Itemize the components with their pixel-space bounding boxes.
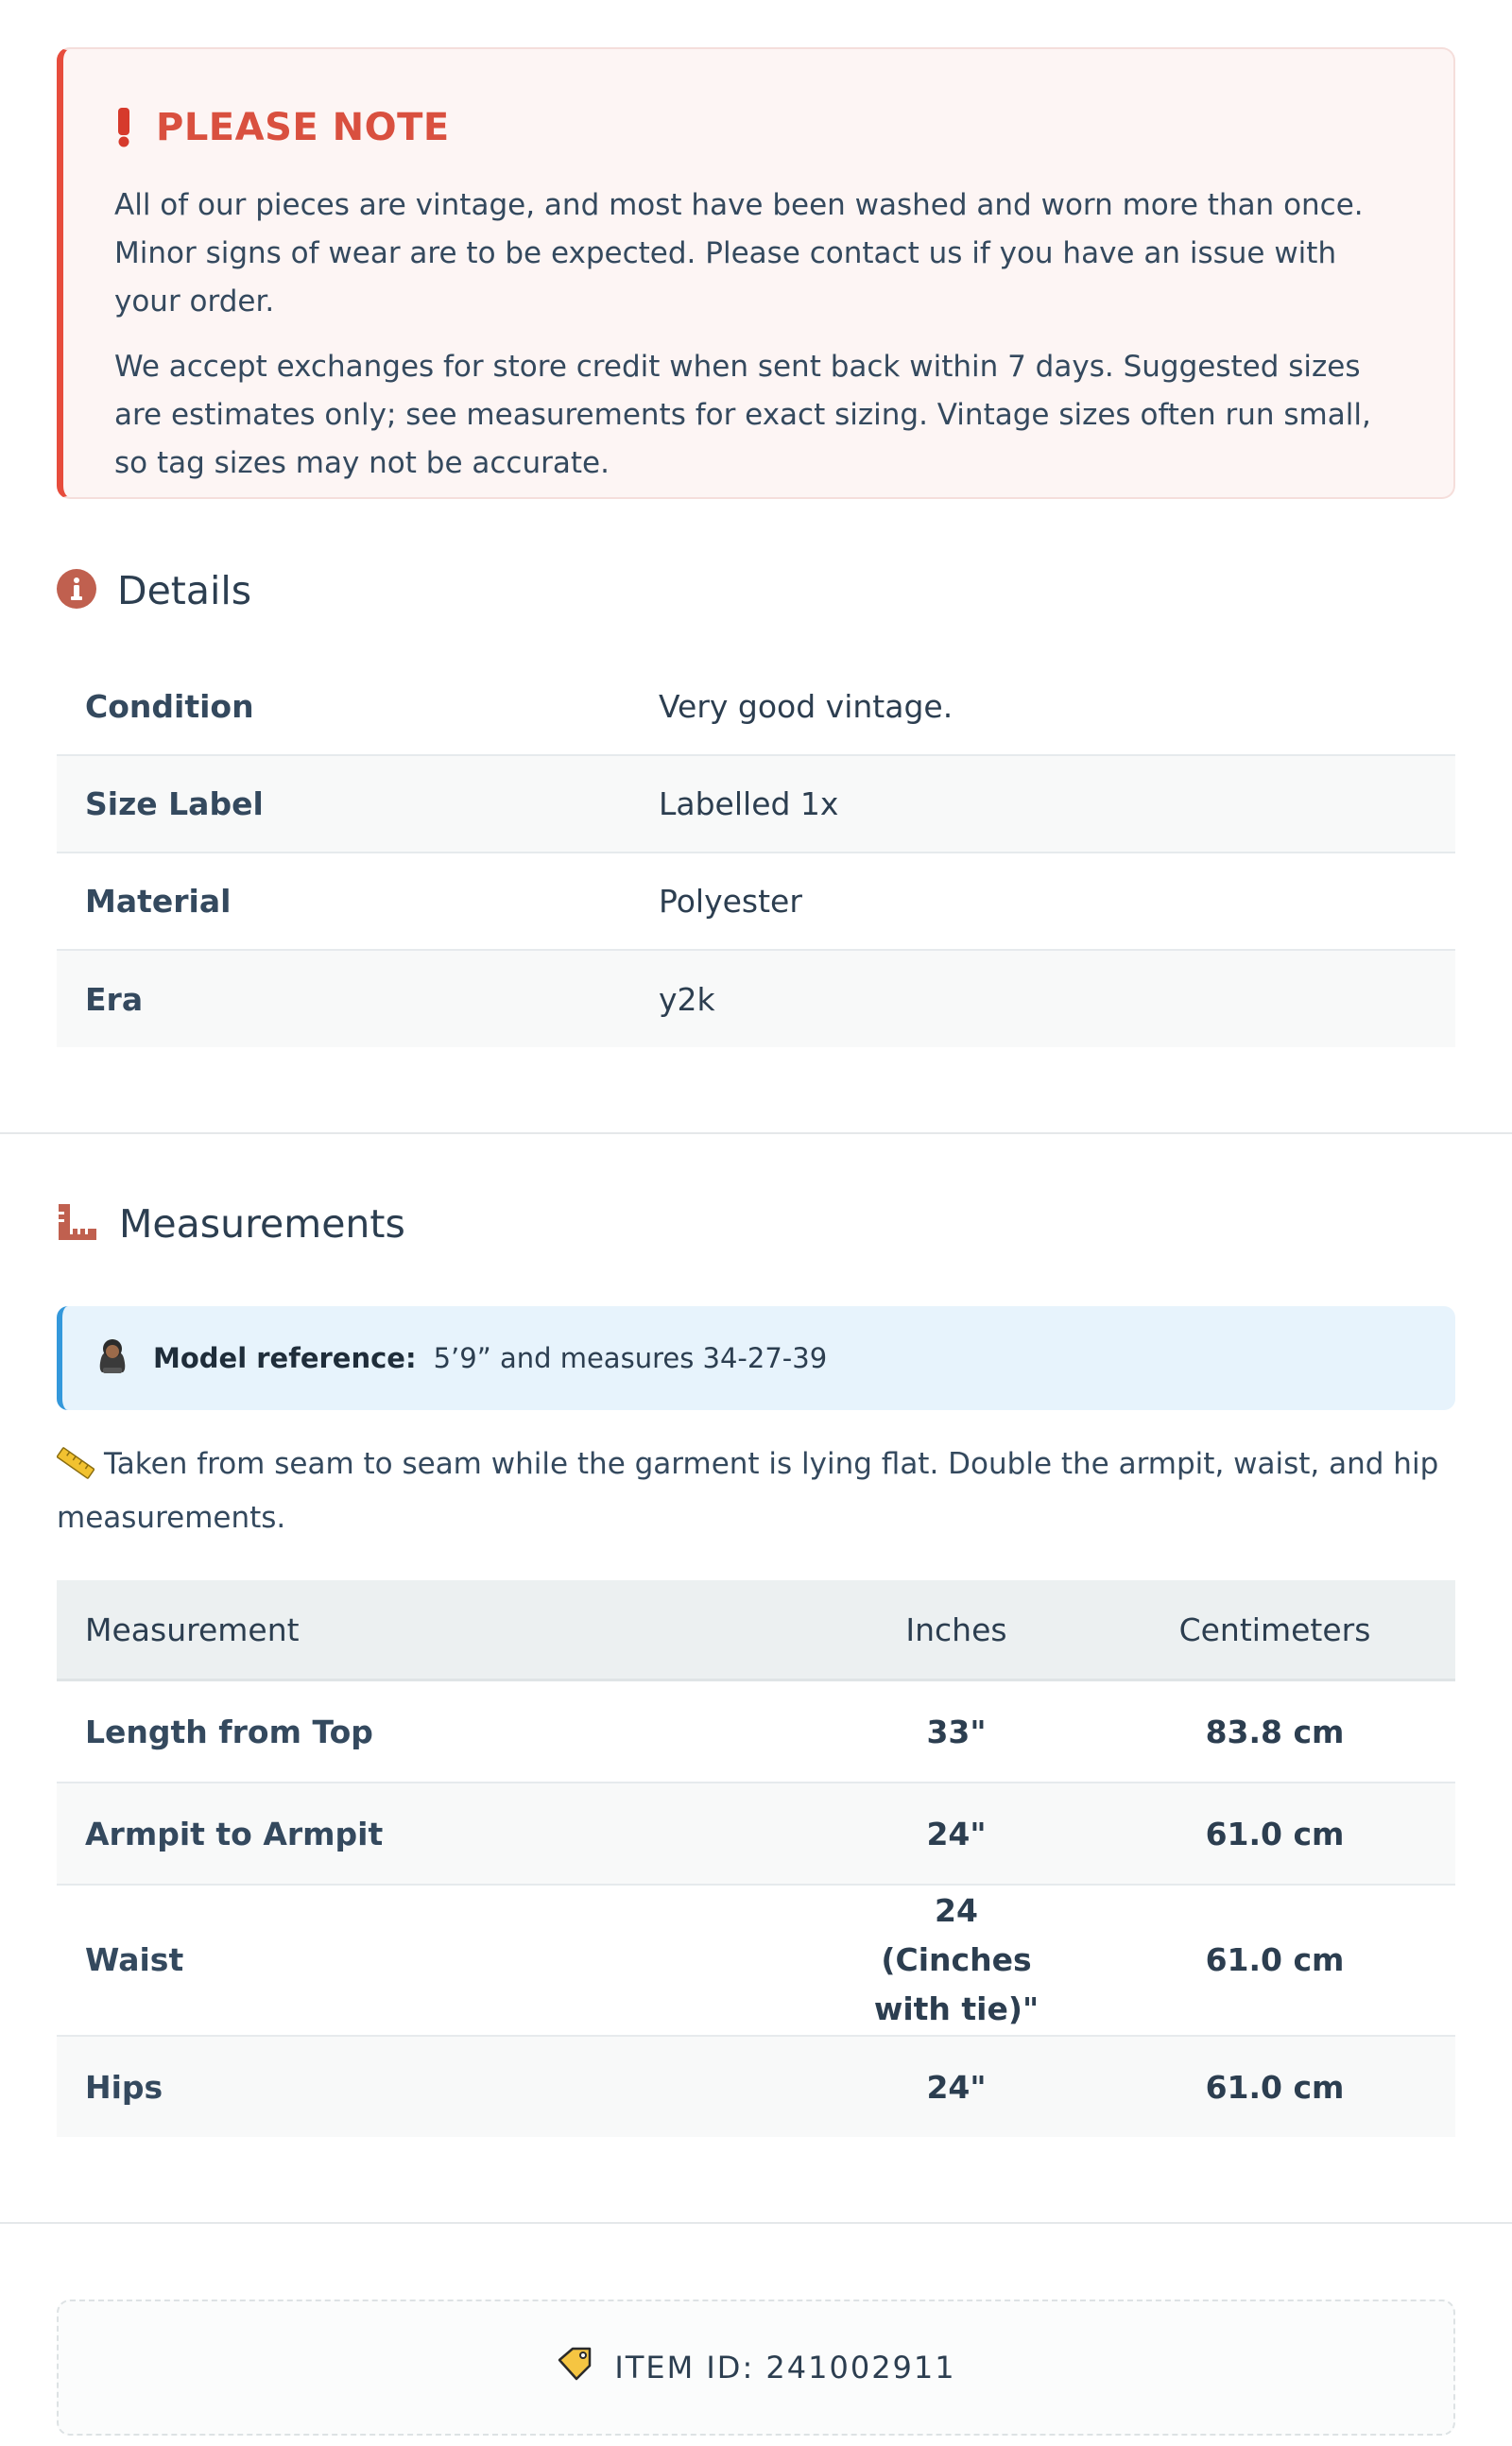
measurement-name: Hips — [57, 2036, 818, 2137]
model-reference-label: Model reference: — [153, 1342, 417, 1374]
measurements-table — [57, 1580, 1455, 2137]
section-divider — [0, 2222, 1512, 2224]
details-table — [57, 658, 1455, 1047]
measurement-name: Length from Top — [57, 1680, 818, 1783]
detail-label: Era — [57, 950, 658, 1047]
detail-value: Very good vintage. — [658, 658, 1455, 755]
detail-label: Material — [57, 853, 658, 950]
notice-paragraph: We accept exchanges for store credit when sent back within 7 days. Suggested sizes are estimates only; see measurements for exact sizing. Vintage sizes often run small, so tag sizes may not be accurate. — [114, 350, 1371, 480]
ruler-icon — [57, 1202, 98, 1246]
column-header-inches: Inches — [818, 1580, 1094, 1680]
detail-label: Size Label — [57, 755, 658, 853]
info-icon — [57, 569, 96, 612]
tag-icon — [556, 2347, 593, 2388]
measurement-note-text: Taken from seam to seam while the garment is lying flat. Double the armpit, waist, and hip measurements. — [57, 1447, 1439, 1535]
details-title: Details — [117, 568, 252, 613]
model-reference — [57, 1306, 1455, 1410]
measurement-note — [57, 1440, 1455, 1542]
exclamation-icon — [114, 107, 133, 148]
notice-title: PLEASE NOTE — [156, 106, 450, 149]
measurement-inches: 24" — [818, 2036, 1094, 2137]
table-row — [57, 2036, 1455, 2137]
column-header-measurement: Measurement — [57, 1580, 818, 1680]
measurement-name: Waist — [57, 1885, 818, 2036]
model-reference-value: 5’9” and measures 34-27-39 — [433, 1342, 828, 1374]
measurement-cm: 61.0 cm — [1094, 2036, 1455, 2137]
measurement-cm: 61.0 cm — [1094, 1885, 1455, 2036]
notice-box — [57, 47, 1455, 499]
table-row — [57, 1885, 1455, 2036]
measurement-inches: 24" — [818, 1783, 1094, 1885]
detail-value: Polyester — [658, 853, 1455, 950]
detail-value: y2k — [658, 950, 1455, 1047]
measurement-cm: 61.0 cm — [1094, 1783, 1455, 1885]
table-row — [57, 853, 1455, 950]
item-id-box — [57, 2300, 1455, 2436]
measurements-title: Measurements — [119, 1201, 405, 1247]
notice-paragraph: All of our pieces are vintage, and most have been washed and worn more than once. Minor signs of wear are to be expected. Please contact us if you have an issue with your order. — [114, 188, 1364, 319]
measurement-inches: 24 (Cinches with tie)" — [818, 1885, 1094, 2036]
table-header-row — [57, 1580, 1455, 1680]
details-heading — [57, 558, 1455, 624]
detail-label: Condition — [57, 658, 658, 755]
measurement-name: Armpit to Armpit — [57, 1783, 818, 1885]
table-row — [57, 1783, 1455, 1885]
table-row — [57, 1680, 1455, 1783]
notice-header — [114, 106, 1402, 149]
person-icon — [96, 1337, 129, 1380]
item-id: ITEM ID: 241002911 — [614, 2350, 956, 2386]
measurement-cm: 83.8 cm — [1094, 1680, 1455, 1783]
section-divider — [0, 1132, 1512, 1134]
detail-value: Labelled 1x — [658, 755, 1455, 853]
measurement-inches: 33" — [818, 1680, 1094, 1783]
column-header-centimeters: Centimeters — [1094, 1580, 1455, 1680]
table-row — [57, 658, 1455, 755]
measurements-heading — [57, 1191, 1455, 1257]
ruler-pencil-icon — [57, 1446, 94, 1494]
table-row — [57, 755, 1455, 853]
table-row — [57, 950, 1455, 1047]
